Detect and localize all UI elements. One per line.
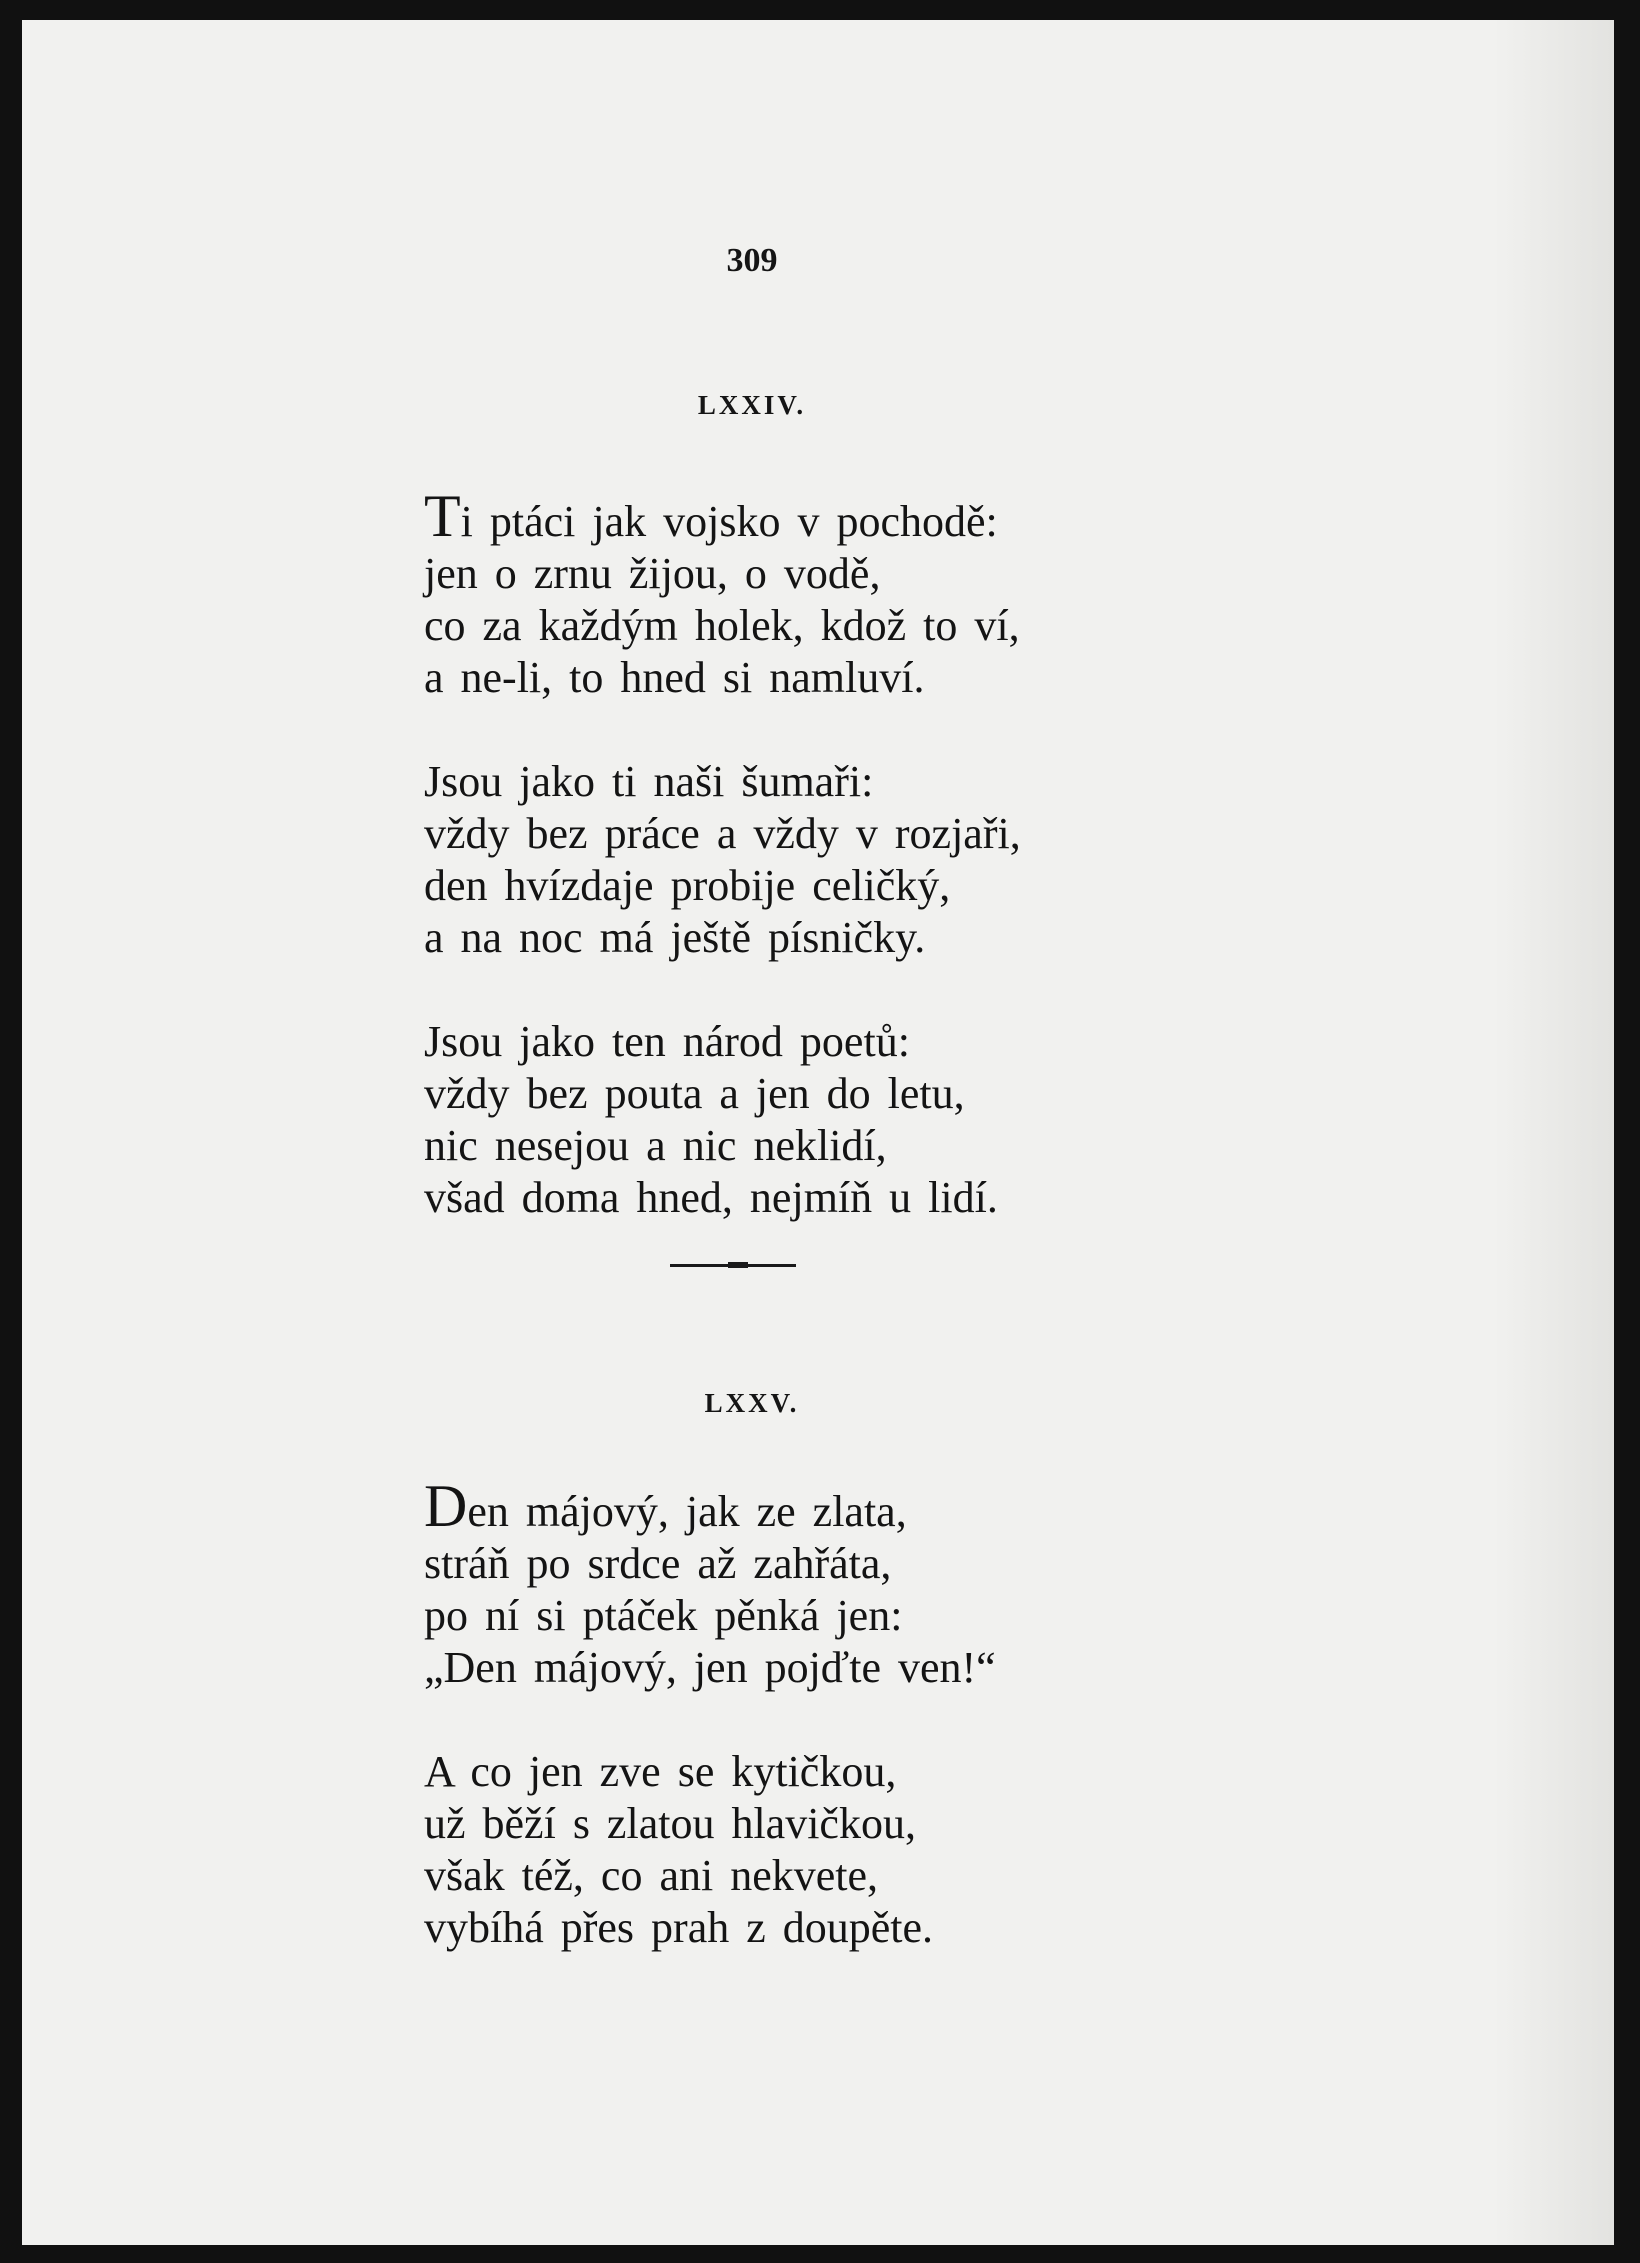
page-number: 309 [726,242,778,279]
poem-line: co za každým holek, kdož to ví, [424,601,1020,650]
book-page [22,20,1614,2245]
poem-line: vždy bez pouta a jen do letu, [424,1069,965,1118]
line-text: i ptáci jak vojsko v pochodě: [460,497,998,546]
poem-line: už běží s zlatou hlavičkou, [424,1799,916,1848]
poem-line: však též, co ani nekvete, [424,1851,879,1900]
poem-line: nic nesejou a nic neklidí, [424,1121,887,1170]
line-text: en májový, jak ze zlata, [467,1487,907,1536]
poem-line: a na noc má ještě písničky. [424,913,926,962]
stanza [424,1746,996,1954]
poem-line: všad doma hned, nejmíň u lidí. [424,1173,998,1222]
poem-line: A co jen zve se kytičkou, [424,1747,897,1796]
poem-line: stráň po srdce až zahřáta, [424,1539,892,1588]
poem-line: jen o zrnu žijou, o vodě, [424,549,881,598]
stanza [424,483,1021,704]
poem-heading: LXXV. [704,1388,800,1418]
initial-letter: T [424,483,461,549]
poem-lxxiv [424,483,1021,1276]
poem-line [424,1473,996,1539]
poem-line: Jsou jako ti naši šumaři: [424,757,874,806]
poem-line: den hvízdaje probije celičký, [424,861,951,910]
stanza [424,1016,1021,1224]
poem-heading: LXXIV. [697,390,807,420]
stanza [424,756,1021,964]
poem-line: Jsou jako ten národ poetů: [424,1017,910,1066]
poem-line [424,483,1021,549]
section-divider-ornament [728,1262,748,1268]
poem-line: vždy bez práce a vždy v rozjaři, [424,809,1021,858]
poem-line: a ne-li, to hned si namluví. [424,653,925,702]
poem-line: „Den májový, jen pojďte ven!“ [424,1643,996,1692]
poem-lxxv [424,1473,996,2006]
initial-letter: D [424,1473,468,1539]
poem-line: vybíhá přes prah z doupěte. [424,1903,934,1952]
poem-line: po ní si ptáček pěnká jen: [424,1591,903,1640]
stanza [424,1473,996,1694]
